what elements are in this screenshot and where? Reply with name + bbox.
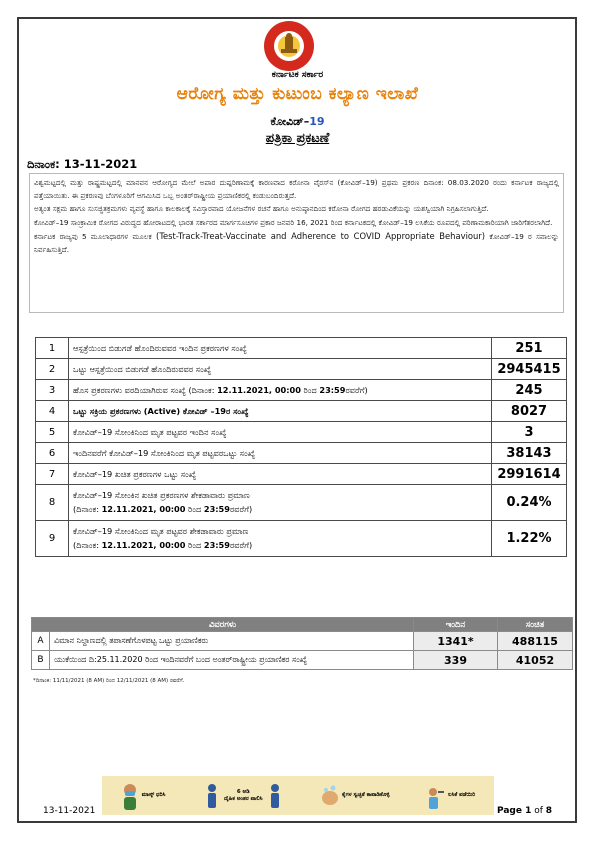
row-value: 1.22% <box>492 521 567 557</box>
karnataka-emblem-icon <box>259 19 319 73</box>
covid-guidelines-banner <box>102 776 494 815</box>
row-label <box>69 380 492 401</box>
row-today-value: 339 <box>414 651 498 670</box>
banner-mask-text: ಮಾಸ್ಕ್ ಧರಿಸಿ <box>141 792 166 798</box>
row-number: 9 <box>36 521 69 557</box>
row-label <box>69 485 492 521</box>
press-release-heading: ಪತ್ರಿಕಾ ಪ್ರಕಟಣೆ <box>265 131 330 146</box>
row-number: 1 <box>36 338 69 359</box>
row-label-time: 23:59 <box>319 384 346 395</box>
row-label: ಯುಕೆಯಿಂದ ದಿ:25.11.2020 ರಿಂದ ಇಂದಿನವರೆಗೆ ಬಂದ ಅಂತರ್‌ರಾಷ್ಟ್ರೀಯ ಪ್ರಯಾಣಿಕರ ಸಂಖ್ಯೆ <box>50 651 414 670</box>
table-row <box>36 521 567 557</box>
footer-date: 13-11-2021 <box>43 806 96 816</box>
banner-vaccine <box>427 782 475 810</box>
row-label-time: 23:59 <box>203 504 230 514</box>
intro-para-2: ಅತ್ಯಂತ ಸಕ್ಷಮ ಹಾಗೂ ಸುಸಜ್ಜಿತಕ್ರಮಗಳು ವ್ಯವಸ್ಥೆ ಹಾಗೂ ಕಾಲಕಾಲಕ್ಕೆ ಸವಿಸ್ತಾರವಾದ ಯೋಜನೆಗಳ ರಚನೆ ಹಾಗೂ ಅನುಷ್ಠಾನದಿಂದ ಕರೋನಾ ರೋಗದ ಹರಡುವಿಕೆಯನ್ನು ಯಶಸ್ವಿಯಾಗಿ ನಿಗ್ರಹಿಸಲಾಗುತ್ತಿದೆ. <box>34 204 489 214</box>
row-label-sub <box>73 540 487 551</box>
row-label: ಕೋವಿಡ್–19 ಖಚಿತ ಪ್ರಕರಣಗಳ ಒಟ್ಟು ಸಂಖ್ಯೆ <box>69 464 492 485</box>
row-value: 2991614 <box>492 464 567 485</box>
table-row <box>36 485 567 521</box>
page-current: 1 <box>525 806 532 816</box>
banner-hands <box>321 782 390 810</box>
intro-para-3: ಕೋವಿಡ್–19 ಸಾಂಕ್ರಾಮಿಕ ರೋಗದ ವಿರುದ್ಧದ ಹೋರಾಟದಲ್ಲಿ ಭಾರತ ಸರ್ಕಾರದ ಮಾರ್ಗಸೂಚಿಗಳ ಪ್ರಕಾರ ಜನವರಿ 16, 2021 ರಿಂದ ಕರ್ನಾಟಕದಲ್ಲಿ ಕೋವಿಡ್–19 ಲಸಿಕೆಯ ರೂಪದಲ್ಲಿ ಪರಿಣಾಮಕಾರಿಯಾಗಿ ಜಾರಿಗೆತರಲಾಗಿದೆ. <box>34 217 553 227</box>
intro-para-4 <box>34 230 559 256</box>
row-value: 8027 <box>492 401 567 422</box>
travel-table <box>31 617 573 670</box>
row-value: 2945415 <box>492 359 567 380</box>
col-header-today: ಇಂದಿನ <box>414 618 498 632</box>
banner-mask <box>121 782 166 810</box>
table-row <box>36 338 567 359</box>
row-value: 38143 <box>492 443 567 464</box>
row-number: 4 <box>36 401 69 422</box>
row-label-part: ಹೊಸ ಪ್ರಕರಣಗಳು ವರದಿಯಾಗಿರುವ ಸಂಖ್ಯೆ (ದಿನಾಂಕ: <box>73 384 218 395</box>
page-of: of <box>531 806 546 816</box>
page-total: 8 <box>545 806 553 816</box>
row-label: ವಿಮಾನ ನಿಲ್ದಾಣದಲ್ಲಿ ತಪಾಸಣೆಗೊಳಪಟ್ಟ ಒಟ್ಟು ಪ್ರಯಾಣಿಕರು <box>50 632 414 651</box>
row-label-part: ರವರೆಗೆ) <box>345 384 368 395</box>
mask-icon <box>121 782 139 810</box>
row-total-value: 41052 <box>498 651 573 670</box>
table-row <box>32 651 573 670</box>
row-id: A <box>32 632 50 651</box>
col-header-details: ವಿವರಗಳು <box>32 618 414 632</box>
row-number: 3 <box>36 380 69 401</box>
table-row <box>36 359 567 380</box>
covid-number: 19 <box>309 115 325 128</box>
stats-table <box>35 337 567 557</box>
row-value: 245 <box>492 380 567 401</box>
page-prefix: Page <box>497 806 526 816</box>
row-label: ಆಸ್ಪತ್ರೆಯಿಂದ ಬಿಡುಗಡೆ ಹೊಂದಿರುವವರ ಇಂದಿನ ಪ್ರಕರಣಗಳ ಸಂಖ್ಯೆ <box>69 338 492 359</box>
row-label <box>69 521 492 557</box>
row-number: 5 <box>36 422 69 443</box>
table-row <box>32 632 573 651</box>
banner-distance <box>203 782 284 810</box>
banner-vaccine-text: ಲಸಿಕೆ ಪಡೆಯಿರಿ <box>448 792 476 798</box>
row-label-date: 12.11.2021, 00:00 <box>101 540 186 550</box>
intro-para-4-b: ಕೋವಿಡ್–19 ರ ಸವಾಲನ್ನು ನಿರ್ವಹಿಸುತ್ತಿದೆ. <box>34 232 559 254</box>
row-label-date: 12.11.2021, 00:00 <box>217 384 301 395</box>
row-value: 0.24% <box>492 485 567 521</box>
row-label-part: ರಿಂದ <box>300 384 320 395</box>
row-label-main: ಕೋವಿಡ್–19 ಸೋಂಕಿನ ಖಚಿತ ಪ್ರಕರಣಗಳ ಶೇಕಡಾವಾರು ಪ್ರಮಾಣ <box>73 490 250 500</box>
intro-para-4-a: ಕರ್ನಾಟಕ ರಾಜ್ಯವು 5 ಮೂಲಾಧಾರಗಳ ಮೂಲಕ <box>34 232 157 242</box>
table-header-row <box>32 618 573 632</box>
distance-icon <box>203 782 221 810</box>
row-label-sub <box>73 504 487 515</box>
banner-distance-bottom: ದೈಹಿಕ ಅಂತರ ಪಾಲಿಸಿ <box>223 795 263 802</box>
handwash-icon <box>321 782 339 810</box>
covid-prefix: ಕೋವಿಡ್– <box>270 115 310 128</box>
row-label-part: ರವರೆಗೆ) <box>229 540 253 550</box>
row-number: 2 <box>36 359 69 380</box>
footnote: *ದಿನಾಂಕ: 11/11/2021 (8 AM) ರಿಂದ 12/11/2021 (8 AM) ರವರೆಗೆ. <box>33 678 185 684</box>
row-today-value: 1341* <box>414 632 498 651</box>
row-label-time: 23:59 <box>203 540 230 550</box>
distance-icon <box>266 782 284 810</box>
row-id: B <box>32 651 50 670</box>
banner-distance-text <box>224 789 263 803</box>
page-number <box>497 806 552 816</box>
banner-distance-top: 6 ಅಡಿ <box>236 788 250 795</box>
date-line: ದಿನಾಂಕ: 13-11-2021 <box>27 157 138 171</box>
table-row <box>36 422 567 443</box>
row-total-value: 488115 <box>498 632 573 651</box>
intro-para-1: ವಿಶ್ವಮಟ್ಟದಲ್ಲಿ ಮತ್ತು ರಾಷ್ಟ್ರಮಟ್ಟದಲ್ಲಿ ಮಾನವನ ಆರೋಗ್ಯದ ಮೇಲೆ ಅಪಾರ ದುಷ್ಪರಿಣಾಮಕ್ಕೆ ಕಾರಣವಾದ ಕರೋನಾ ವೈರಸ್‌ನ (ಕೋವಿಡ್–19) ಪ್ರಥಮ ಪ್ರಕರಣ ದಿನಾಂಕ: 08.03.2020 ರಂದು ಕರ್ನಾಟಕ ರಾಜ್ಯದಲ್ಲಿ ಪತ್ತೆಯಾಯಿತು. ಈ ಪ್ರಕರಣವು ಬೆಂಗಳೂರಿಗೆ ಆಗಮಿಸಿದ ಒಬ್ಬ ಅಂತರ್‌ರಾಷ್ಟ್ರೀಯ ಪ್ರಯಾಣಿಕರಲ್ಲಿ ಕಂಡುಬಂದಿರುತ್ತದೆ. <box>34 178 559 200</box>
table-row <box>36 380 567 401</box>
row-label: ಒಟ್ಟು ಆಸ್ಪತ್ರೆಯಿಂದ ಬಿಡುಗಡೆ ಹೊಂದಿರುವವರ ಸಂಖ್ಯೆ <box>69 359 492 380</box>
row-label: ಕೋವಿಡ್–19 ಸೋಂಕಿನಿಂದ ಮೃತ ಪಟ್ಟವರ ಇಂದಿನ ಸಂಖ್ಯೆ <box>69 422 492 443</box>
table-row <box>36 443 567 464</box>
banner-hands-text: ಕೈಗಳ ಸ್ವಚ್ಛತೆ ಕಾಪಾಡಿಕೊಳ್ಳಿ <box>342 792 390 798</box>
row-number: 6 <box>36 443 69 464</box>
row-label-main: ಕೋವಿಡ್–19 ಸೋಂಕಿನಿಂದ ಮೃತ ಪಟ್ಟವರ ಶೇಕಡಾವಾರು ಪ್ರಮಾಣ <box>73 526 249 536</box>
row-label: ಇಂದಿನವರೆಗೆ ಕೋವಿಡ್–19 ಸೋಂಕಿನಿಂದ ಮೃತ ಪಟ್ಟವರಒಟ್ಟು ಸಂಖ್ಯೆ <box>69 443 492 464</box>
row-label-part: (ದಿನಾಂಕ: <box>73 504 102 514</box>
row-label-part: (ದಿನಾಂಕ: <box>73 540 102 550</box>
row-label-part: ರವರೆಗೆ) <box>229 504 253 514</box>
row-label-part: ರಿಂದ <box>185 504 204 514</box>
row-number: 7 <box>36 464 69 485</box>
intro-box <box>29 173 564 313</box>
table-row <box>36 401 567 422</box>
covid-title <box>0 115 595 129</box>
row-value: 3 <box>492 422 567 443</box>
table-row <box>36 464 567 485</box>
intro-para-4-en: (Test-Track-Treat-Vaccinate and Adherence to COVID Appropriate Behaviour) <box>156 231 486 242</box>
vaccine-icon <box>427 782 445 810</box>
government-name: ಕರ್ನಾಟಕ ಸರ್ಕಾರ <box>271 70 324 80</box>
col-header-total: ಸಂಚಿತ <box>498 618 573 632</box>
row-value: 251 <box>492 338 567 359</box>
row-label: ಒಟ್ಟು ಸಕ್ರಿಯ ಪ್ರಕರಣಗಳು (Active) ಕೋವಿಡ್ –19ರ ಸಂಖ್ಯೆ <box>69 401 492 422</box>
row-number: 8 <box>36 485 69 521</box>
row-label-part: ರಿಂದ <box>185 540 204 550</box>
row-label-date: 12.11.2021, 00:00 <box>101 504 186 514</box>
department-title: ಆರೋಗ್ಯ ಮತ್ತು ಕುಟುಂಬ ಕಲ್ಯಾಣ ಇಲಾಖೆ <box>176 84 419 104</box>
